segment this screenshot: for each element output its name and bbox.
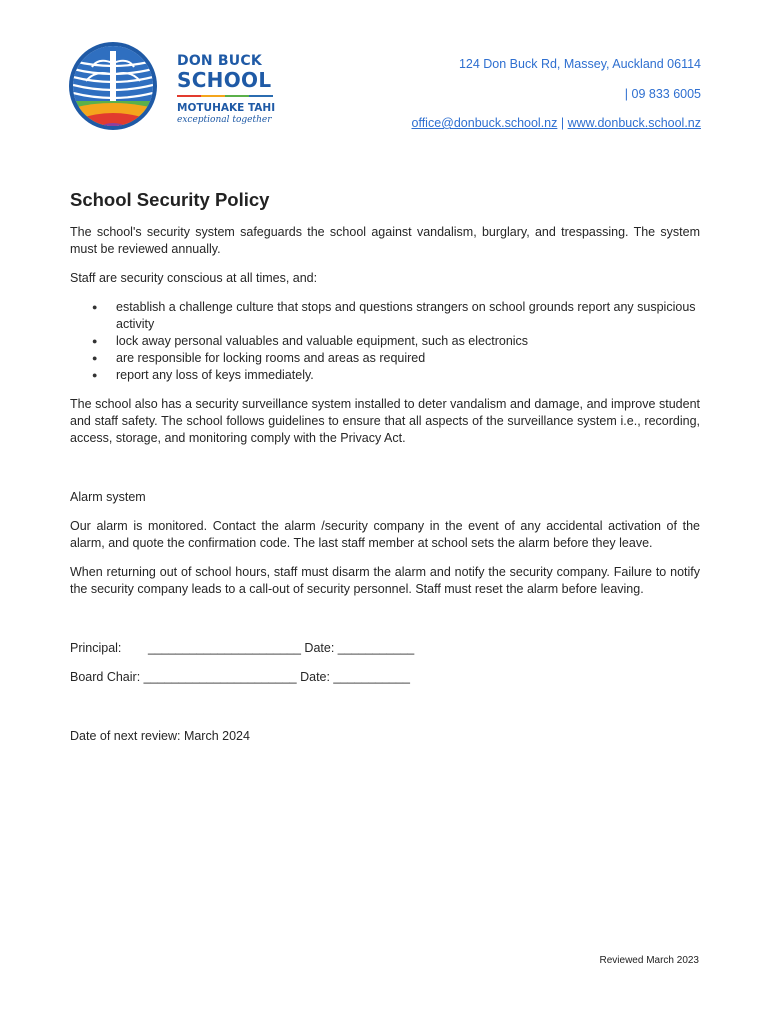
- brand-motto-english: exceptional together: [177, 115, 272, 125]
- link-separator: |: [557, 116, 568, 130]
- reviewed-footer: Reviewed March 2023: [599, 955, 699, 966]
- board-chair-label: Board Chair:: [70, 670, 141, 684]
- alarm-paragraph-1: Our alarm is monitored. Contact the alarm /security company in the event of any accidental activation of the alarm, and quote the confirmation code. The last staff member at school sets the alarm before they leave.: [70, 519, 700, 550]
- alarm-paragraph-2: When returning out of school hours, staff must disarm the alarm and notify the security company. Failure to notify the security company leads to a call-out of security personnel. Staff must reset the alarm before leaving.: [70, 565, 700, 596]
- contact-block: [412, 56, 702, 145]
- contact-links: [412, 115, 702, 131]
- website-link[interactable]: www.donbuck.school.nz: [567, 116, 701, 130]
- board-chair-signature-line: ______________________ Date: ___________: [143, 670, 410, 684]
- principal-label: Principal:: [70, 641, 122, 655]
- alarm-heading: Alarm system: [70, 490, 146, 504]
- brand-line-2: SCHOOL: [177, 68, 272, 92]
- policy-content: [70, 188, 700, 757]
- spacer: [70, 698, 700, 728]
- list-item: ● establish a challenge culture that stops and questions strangers on school grounds report any suspicious activity: [70, 299, 700, 333]
- surveillance-paragraph: The school also has a security surveillance system installed to deter vandalism and damage, and improve student and staff safety. The school follows guidelines to ensure that all aspects of the surveillance system i.e., recording, access, storage, and monitoring comply with the Privacy Act.: [70, 397, 700, 445]
- phone: | 09 833 6005: [624, 86, 701, 101]
- list-item: ● are responsible for locking rooms and areas as required: [70, 350, 700, 367]
- staff-intro: Staff are security conscious at all times, and:: [70, 271, 318, 285]
- page-title: School Security Policy: [70, 189, 270, 210]
- school-logo-emblem: [68, 41, 158, 131]
- next-review-date: Date of next review: March 2024: [70, 729, 250, 743]
- staff-duties-list: [70, 299, 700, 384]
- email-link[interactable]: office@donbuck.school.nz: [411, 116, 558, 130]
- address: 124 Don Buck Rd, Massey, Auckland 06114: [458, 57, 701, 71]
- list-item: ● report any loss of keys immediately.: [70, 367, 700, 384]
- spacer: [70, 610, 700, 640]
- brand-wordmark: [177, 53, 287, 126]
- board-chair-signature-row: [70, 669, 700, 686]
- brand-divider: [177, 95, 273, 97]
- principal-signature-line: ______________________ Date: ___________: [148, 641, 415, 655]
- spacer: [70, 459, 700, 489]
- list-item: ● lock away personal valuables and valuable equipment, such as electronics: [70, 333, 700, 350]
- brand-line-1: DON BUCK: [177, 53, 262, 69]
- intro-paragraph: The school's security system safeguards the school against vandalism, burglary, and trespassing. The system must be reviewed annually.: [70, 225, 700, 256]
- brand-motto-maori: MOTUHAKE TAHI: [177, 102, 276, 114]
- principal-signature-row: [70, 640, 700, 657]
